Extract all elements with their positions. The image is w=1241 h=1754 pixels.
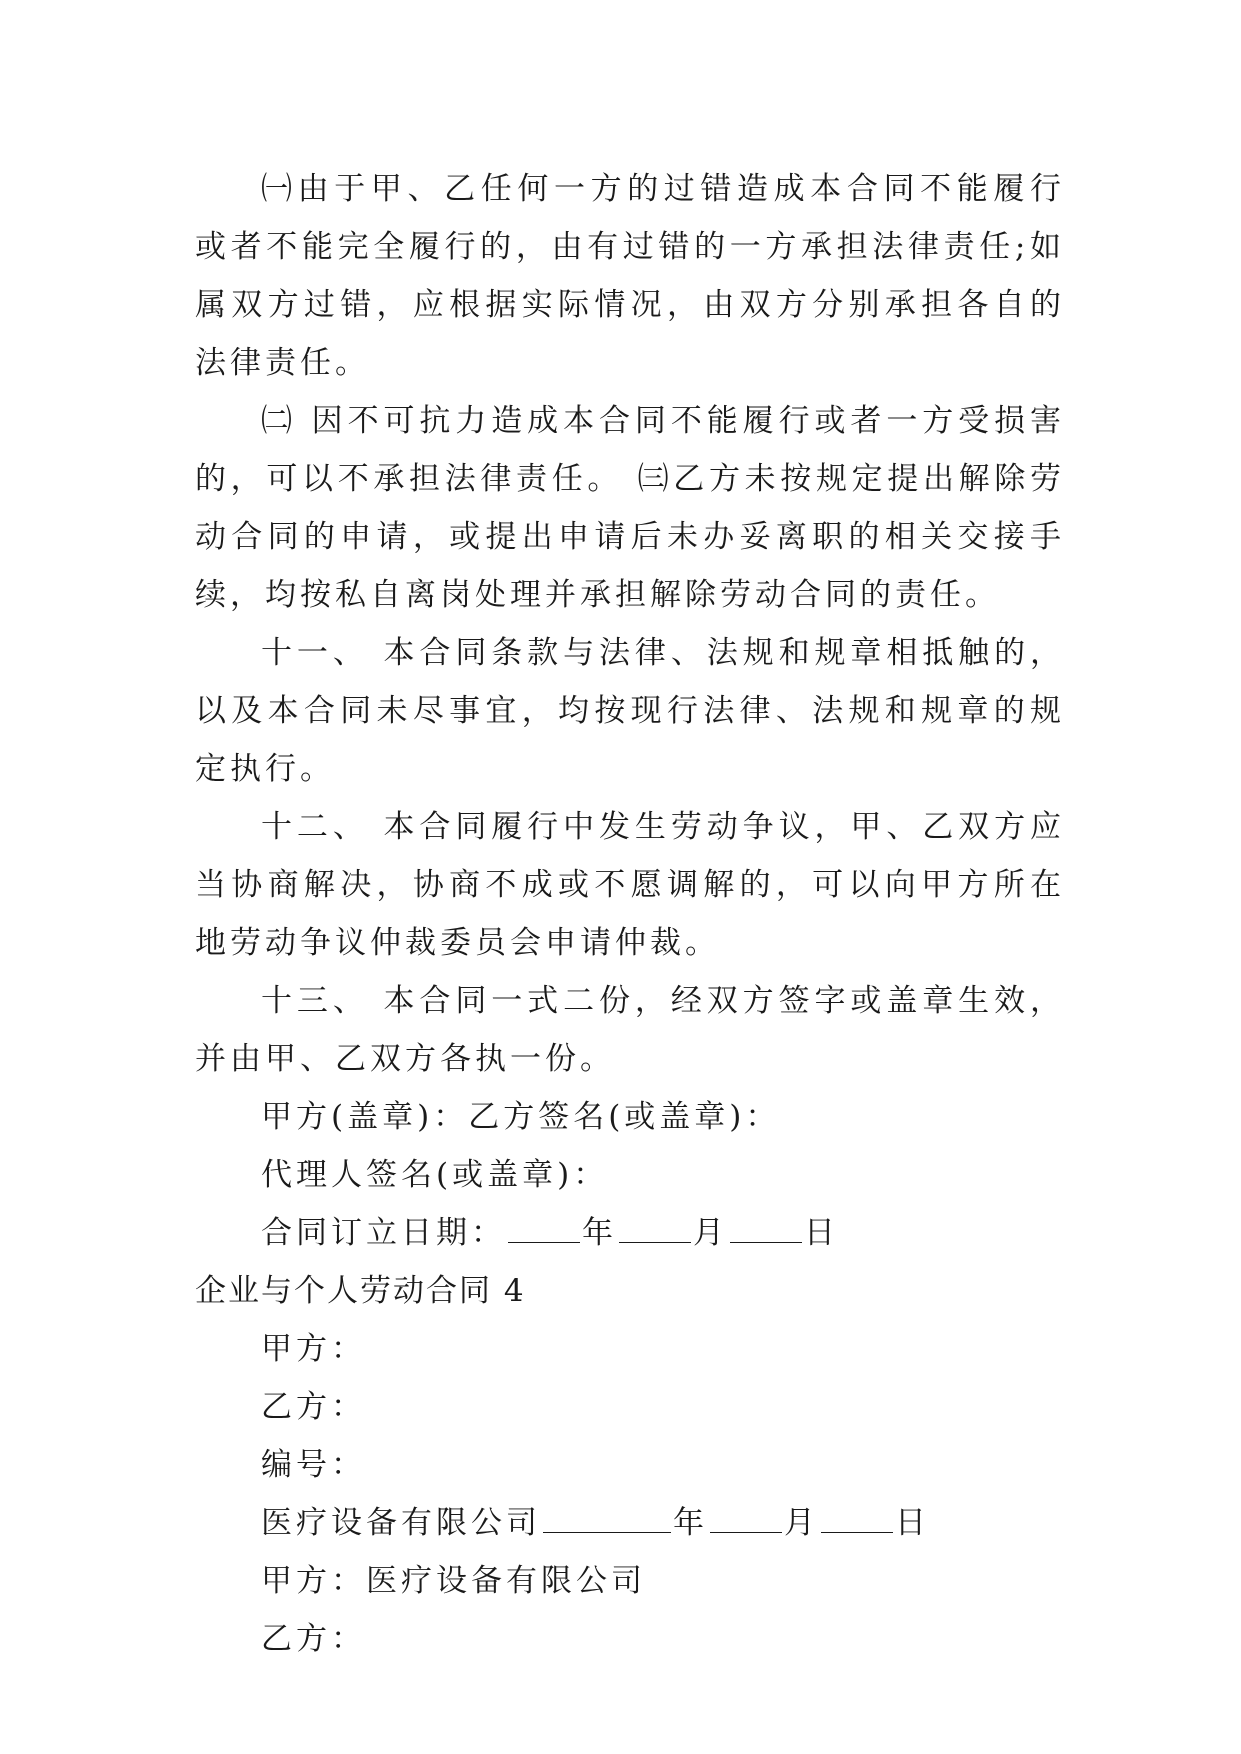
month-blank: [619, 1216, 691, 1243]
clause-thirteen: 十三、 本合同一式二份，经双方签字或盖章生效，并由甲、乙双方各执一份。: [195, 983, 1065, 1077]
day-label-2: 日: [895, 1505, 930, 1541]
field-party-b-again: 乙方：: [261, 1621, 366, 1657]
clause-twelve: 十二、 本合同履行中发生劳动争议，甲、乙双方应当协商解决，协商不成或不愿调解的，可以向甲方所在地劳动争议仲裁委员会申请仲裁。: [195, 809, 1065, 961]
clause-eleven: 十一、 本合同条款与法律、法规和规章相抵触的，以及本合同未尽事宜，均按现行法律、法规和规章的规定执行。: [195, 635, 1065, 787]
section-title: 企业与个人劳动合同 4: [195, 1273, 526, 1309]
date-label: 合同订立日期：: [261, 1215, 506, 1251]
field-party-a: 甲方：: [261, 1331, 366, 1367]
document-body: [195, 160, 1065, 1668]
year-label-2: 年: [673, 1505, 708, 1541]
month-label: 月: [693, 1215, 728, 1251]
day-label: 日: [804, 1215, 839, 1251]
day-blank-2: [821, 1506, 893, 1533]
field-party-a-full: 甲方：医疗设备有限公司: [261, 1563, 646, 1599]
contract-date-line: [195, 1204, 1065, 1262]
month-label-2: 月: [784, 1505, 819, 1541]
field-number: 编号：: [261, 1447, 366, 1483]
year-blank: [508, 1216, 580, 1243]
company-name: 医疗设备有限公司: [261, 1505, 541, 1541]
clause-paragraph-1: ㈠由于甲、乙任何一方的过错造成本合同不能履行或者不能完全履行的，由有过错的一方承担法律责任;如属双方过错，应根据实际情况，由双方分别承担各自的法律责任。: [195, 171, 1065, 381]
month-blank-2: [710, 1506, 782, 1533]
year-label: 年: [582, 1215, 617, 1251]
day-blank: [730, 1216, 802, 1243]
signature-agent-line: 代理人签名(或盖章)：: [261, 1157, 609, 1193]
field-party-b: 乙方：: [261, 1389, 366, 1425]
clause-paragraph-2: ㈡ 因不可抗力造成本合同不能履行或者一方受损害的，可以不承担法律责任。 ㈢乙方未按规定提出解除劳动合同的申请，或提出申请后未办妥离职的相关交接手续，均按私自离岗处理并承担解除劳动合同的责任。: [195, 403, 1065, 613]
company-date-line: [195, 1494, 1065, 1552]
signature-party-line: 甲方(盖章)：乙方签名(或盖章)：: [261, 1099, 781, 1135]
company-blank: [543, 1506, 671, 1533]
